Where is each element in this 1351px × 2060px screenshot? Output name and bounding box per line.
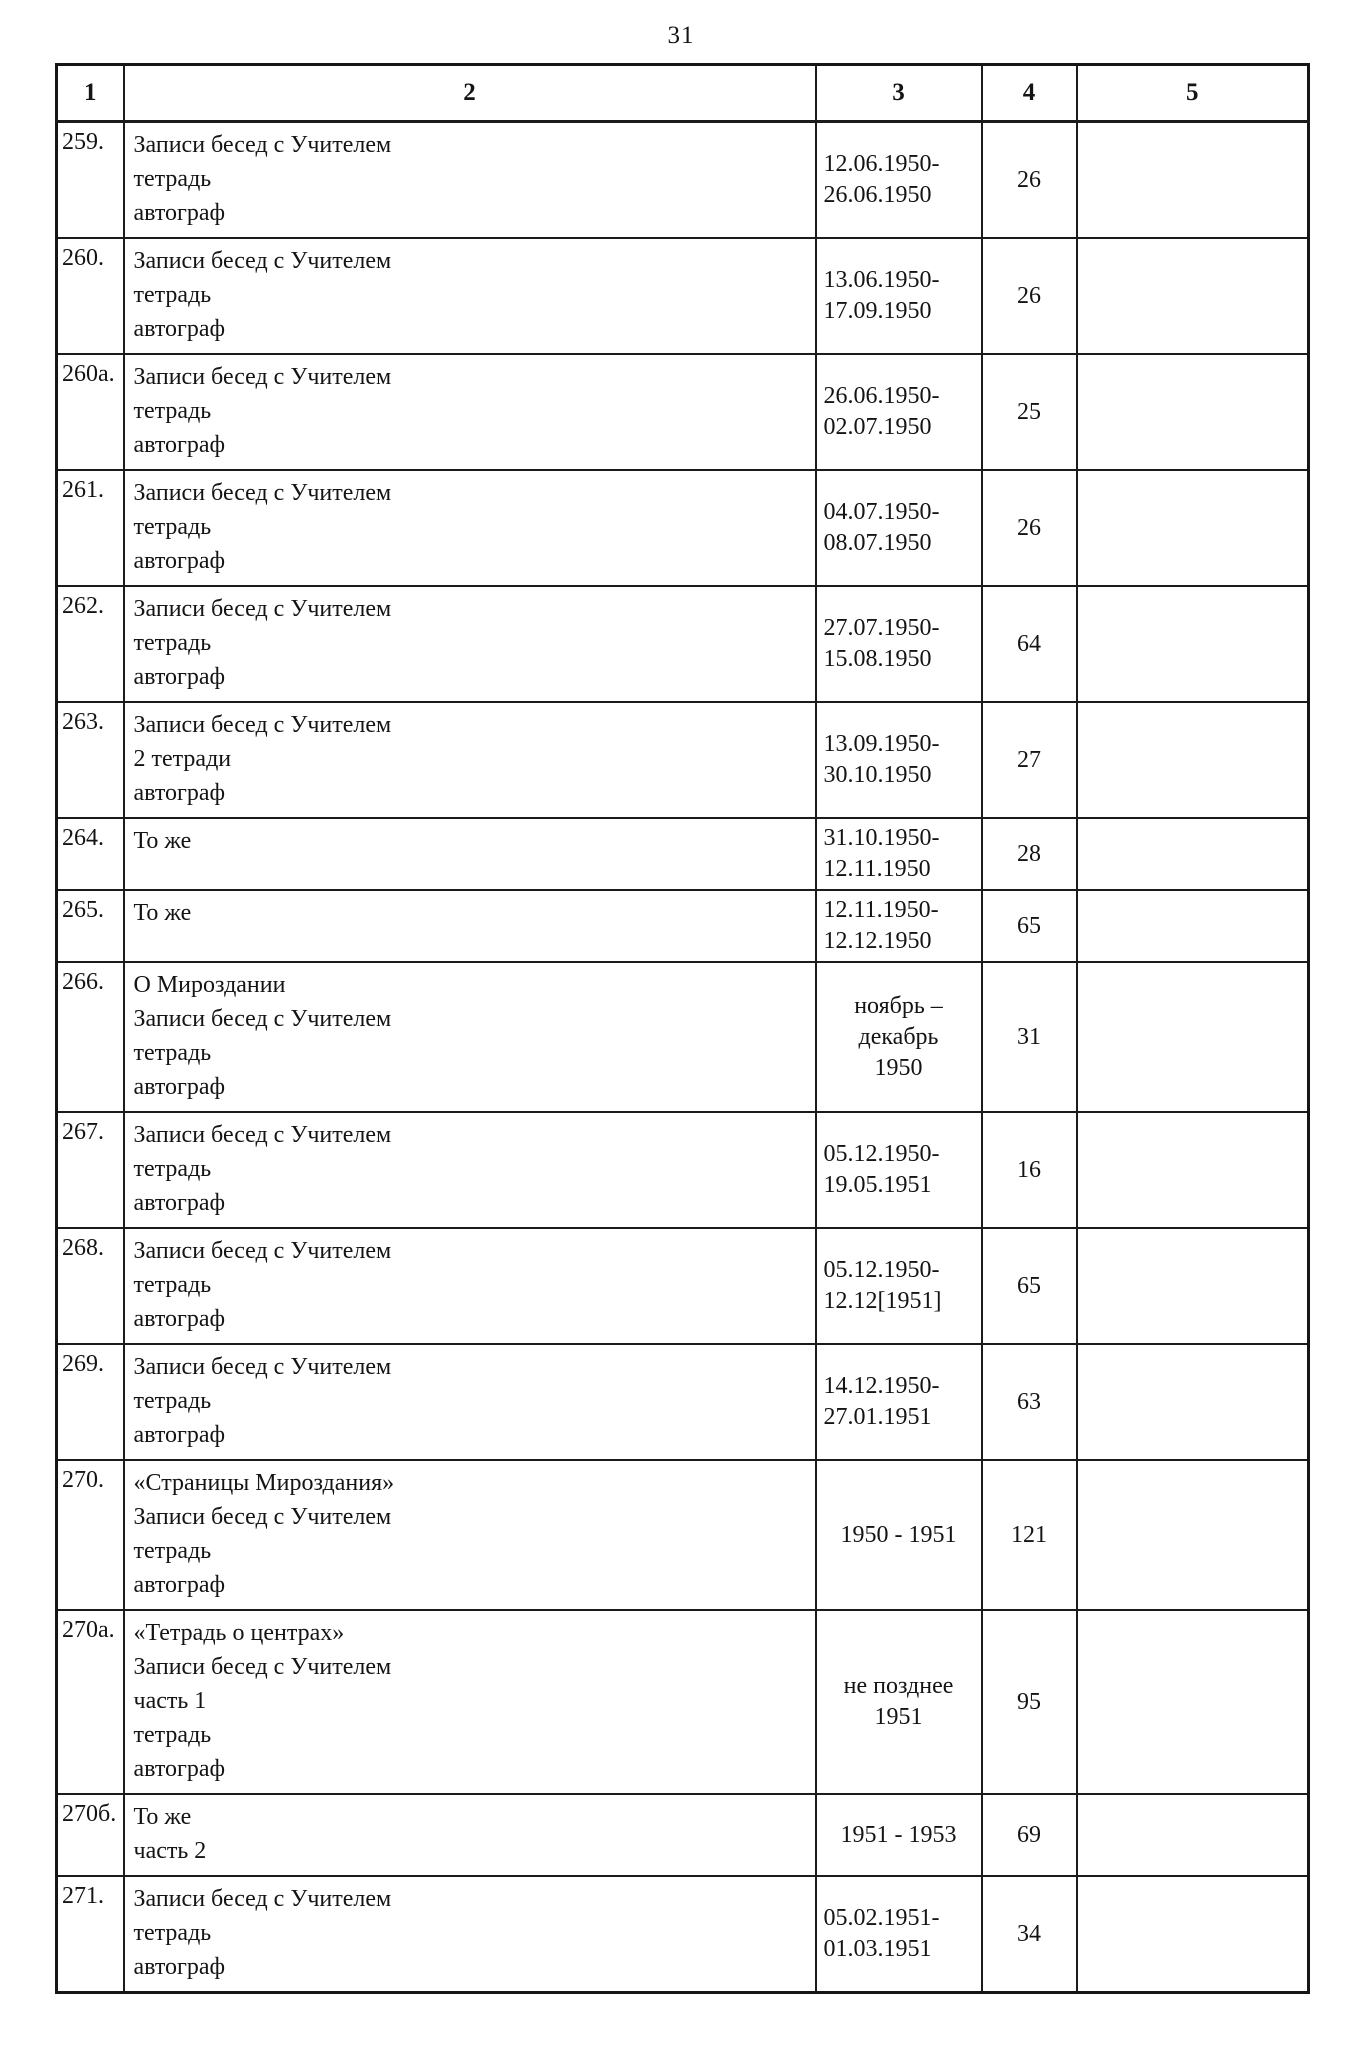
text-line: Записи бесед с Учителем [133,480,392,506]
text-line: 12.11.1950- [823,897,939,923]
row-number-cell: 271. [57,1876,124,1993]
pages-count-cell: 26 [982,238,1077,354]
text-line: 30.10.1950 [823,762,932,788]
pages-count-cell: 69 [982,1794,1077,1876]
dates-cell [816,238,982,354]
dates-cell [816,890,982,962]
text-line: тетрадь [133,630,212,656]
text-line: 13.06.1950- [823,267,940,293]
text-line: тетрадь [133,1388,212,1414]
text-line: 31.10.1950- [823,825,940,851]
row-number-cell: 270б. [57,1794,124,1876]
dates-cell [816,1228,982,1344]
text-line: тетрадь [133,1722,212,1748]
text-line: Записи бесед с Учителем [133,1354,392,1380]
text-line: 12.12[1951] [823,1288,942,1314]
text-line: автограф [133,200,226,226]
text-line: «Страницы Мироздания» [133,1470,395,1496]
pages-count-cell: 34 [982,1876,1077,1993]
dates-cell [816,354,982,470]
notes-cell [1077,1228,1309,1344]
dates-cell [816,586,982,702]
text-line: автограф [133,1756,226,1782]
text-line: То же [133,1804,192,1830]
row-number-cell: 260а. [57,354,124,470]
text-line: 1950 [874,1054,923,1081]
pages-count-cell: 65 [982,1228,1077,1344]
text-line: тетрадь [133,1920,212,1946]
description-cell [124,470,816,586]
description-cell [124,1876,816,1993]
text-line: 27.01.1951 [823,1404,932,1430]
text-line: 2 тетради [133,746,232,772]
text-line: 19.05.1951 [823,1172,932,1198]
text-line: Записи бесед с Учителем [133,1006,392,1032]
text-line: 14.12.1950- [823,1373,940,1399]
dates-cell [816,1344,982,1460]
pages-count-cell: 63 [982,1344,1077,1460]
dates-cell [816,1460,982,1610]
table-row [57,890,1309,962]
pages-count-cell: 25 [982,354,1077,470]
text-line: 05.12.1950- [823,1141,940,1167]
notes-cell [1077,122,1309,239]
text-line: автограф [133,316,226,342]
text-line: тетрадь [133,514,212,540]
notes-cell [1077,818,1309,890]
table-row [57,586,1309,702]
text-line: Записи бесед с Учителем [133,1122,392,1148]
description-cell [124,122,816,239]
notes-cell [1077,470,1309,586]
row-number-cell: 265. [57,890,124,962]
row-number-cell: 268. [57,1228,124,1344]
table-row [57,470,1309,586]
table-row [57,1344,1309,1460]
description-cell [124,890,816,962]
text-line: 05.12.1950- [823,1257,940,1283]
notes-cell [1077,354,1309,470]
notes-cell [1077,1112,1309,1228]
text-line: автограф [133,780,226,806]
description-cell [124,1794,816,1876]
column-header: 2 [124,65,816,122]
pages-count-cell: 95 [982,1610,1077,1794]
table-row [57,122,1309,239]
text-line: 17.09.1950 [823,298,932,324]
row-number-cell: 260. [57,238,124,354]
text-line: 12.11.1950 [823,856,931,882]
text-line: тетрадь [133,398,212,424]
text-line: Записи бесед с Учителем [133,364,392,390]
text-line: часть 2 [133,1838,207,1864]
text-line: автограф [133,1190,226,1216]
text-line: «Тетрадь о центрах» [133,1620,345,1646]
table-row [57,1460,1309,1610]
dates-cell [816,818,982,890]
text-line: автограф [133,1954,226,1980]
row-number-cell: 263. [57,702,124,818]
pages-count-cell: 64 [982,586,1077,702]
column-header: 4 [982,65,1077,122]
row-number-cell: 261. [57,470,124,586]
text-line: ноябрь – [854,992,943,1019]
dates-cell [816,1610,982,1794]
text-line: Записи бесед с Учителем [133,1654,392,1680]
notes-cell [1077,1794,1309,1876]
description-cell [124,818,816,890]
text-line: тетрадь [133,282,212,308]
text-line: 08.07.1950 [823,530,932,556]
description-cell [124,1228,816,1344]
pages-count-cell: 26 [982,470,1077,586]
row-number-cell: 267. [57,1112,124,1228]
text-line: 15.08.1950 [823,646,932,672]
text-line: автограф [133,1074,226,1100]
notes-cell [1077,890,1309,962]
text-line: 05.02.1951- [823,1905,940,1931]
pages-count-cell: 31 [982,962,1077,1112]
table-row [57,962,1309,1112]
notes-cell [1077,962,1309,1112]
row-number-cell: 270а. [57,1610,124,1794]
text-line: автограф [133,432,226,458]
text-line: автограф [133,1572,226,1598]
pages-count-cell: 65 [982,890,1077,962]
row-number-cell: 264. [57,818,124,890]
description-cell [124,1112,816,1228]
text-line: 04.07.1950- [823,499,940,525]
column-header: 3 [816,65,982,122]
column-header: 1 [57,65,124,122]
text-line: 12.06.1950- [823,151,940,177]
text-line: 1951 - 1953 [840,1821,957,1848]
notes-cell [1077,1876,1309,1993]
text-line: Записи бесед с Учителем [133,1886,392,1912]
text-line: тетрадь [133,1156,212,1182]
text-line: Записи бесед с Учителем [133,132,392,158]
text-line: часть 1 [133,1688,207,1714]
table-row [57,1876,1309,1993]
text-line: тетрадь [133,166,212,192]
notes-cell [1077,702,1309,818]
description-cell [124,238,816,354]
text-line: автограф [133,1306,226,1332]
table-row [57,702,1309,818]
table-header-row [57,65,1309,122]
text-line: тетрадь [133,1272,212,1298]
pages-count-cell: 16 [982,1112,1077,1228]
row-number-cell: 259. [57,122,124,239]
text-line: автограф [133,1422,226,1448]
text-line: Записи бесед с Учителем [133,596,392,622]
description-cell [124,962,816,1112]
dates-cell [816,1876,982,1993]
table-row [57,238,1309,354]
dates-cell [816,122,982,239]
row-number-cell: 269. [57,1344,124,1460]
row-number-cell: 270. [57,1460,124,1610]
pages-count-cell: 26 [982,122,1077,239]
text-line: То же [133,900,192,926]
text-line: Записи бесед с Учителем [133,248,392,274]
pages-count-cell: 28 [982,818,1077,890]
table-row [57,1794,1309,1876]
notes-cell [1077,238,1309,354]
row-number-cell: 266. [57,962,124,1112]
notes-cell [1077,1460,1309,1610]
archive-inventory-table [55,63,1310,1994]
notes-cell [1077,586,1309,702]
column-header: 5 [1077,65,1309,122]
pages-count-cell: 27 [982,702,1077,818]
description-cell [124,702,816,818]
dates-cell [816,1112,982,1228]
text-line: Записи бесед с Учителем [133,712,392,738]
pages-count-cell: 121 [982,1460,1077,1610]
table-row [57,1228,1309,1344]
text-line: 26.06.1950- [823,383,940,409]
text-line: 27.07.1950- [823,615,940,641]
dates-cell [816,702,982,818]
text-line: 02.07.1950 [823,414,932,440]
dates-cell [816,1794,982,1876]
table-row [57,1112,1309,1228]
text-line: 01.03.1951 [823,1936,932,1962]
text-line: 1950 - 1951 [840,1521,957,1548]
description-cell [124,586,816,702]
text-line: Записи бесед с Учителем [133,1238,392,1264]
table-row [57,354,1309,470]
dates-cell [816,962,982,1112]
text-line: декабрь [858,1023,939,1050]
row-number-cell: 262. [57,586,124,702]
description-cell [124,1460,816,1610]
text-line: тетрадь [133,1040,212,1066]
page-number: 31 [667,22,695,49]
text-line: автограф [133,664,226,690]
table-row [57,1610,1309,1794]
text-line: 1951 [874,1704,923,1730]
text-line: автограф [133,548,226,574]
dates-cell [816,470,982,586]
text-line: Записи бесед с Учителем [133,1504,392,1530]
table-row [57,818,1309,890]
text-line: 26.06.1950 [823,182,932,208]
text-line: 13.09.1950- [823,731,940,757]
text-line: 12.12.1950 [823,928,932,954]
text-line: То же [133,828,192,854]
text-line: О Мироздании [133,972,286,998]
description-cell [124,354,816,470]
description-cell [124,1610,816,1794]
text-line: не позднее [843,1673,954,1699]
notes-cell [1077,1344,1309,1460]
text-line: тетрадь [133,1538,212,1564]
notes-cell [1077,1610,1309,1794]
description-cell [124,1344,816,1460]
